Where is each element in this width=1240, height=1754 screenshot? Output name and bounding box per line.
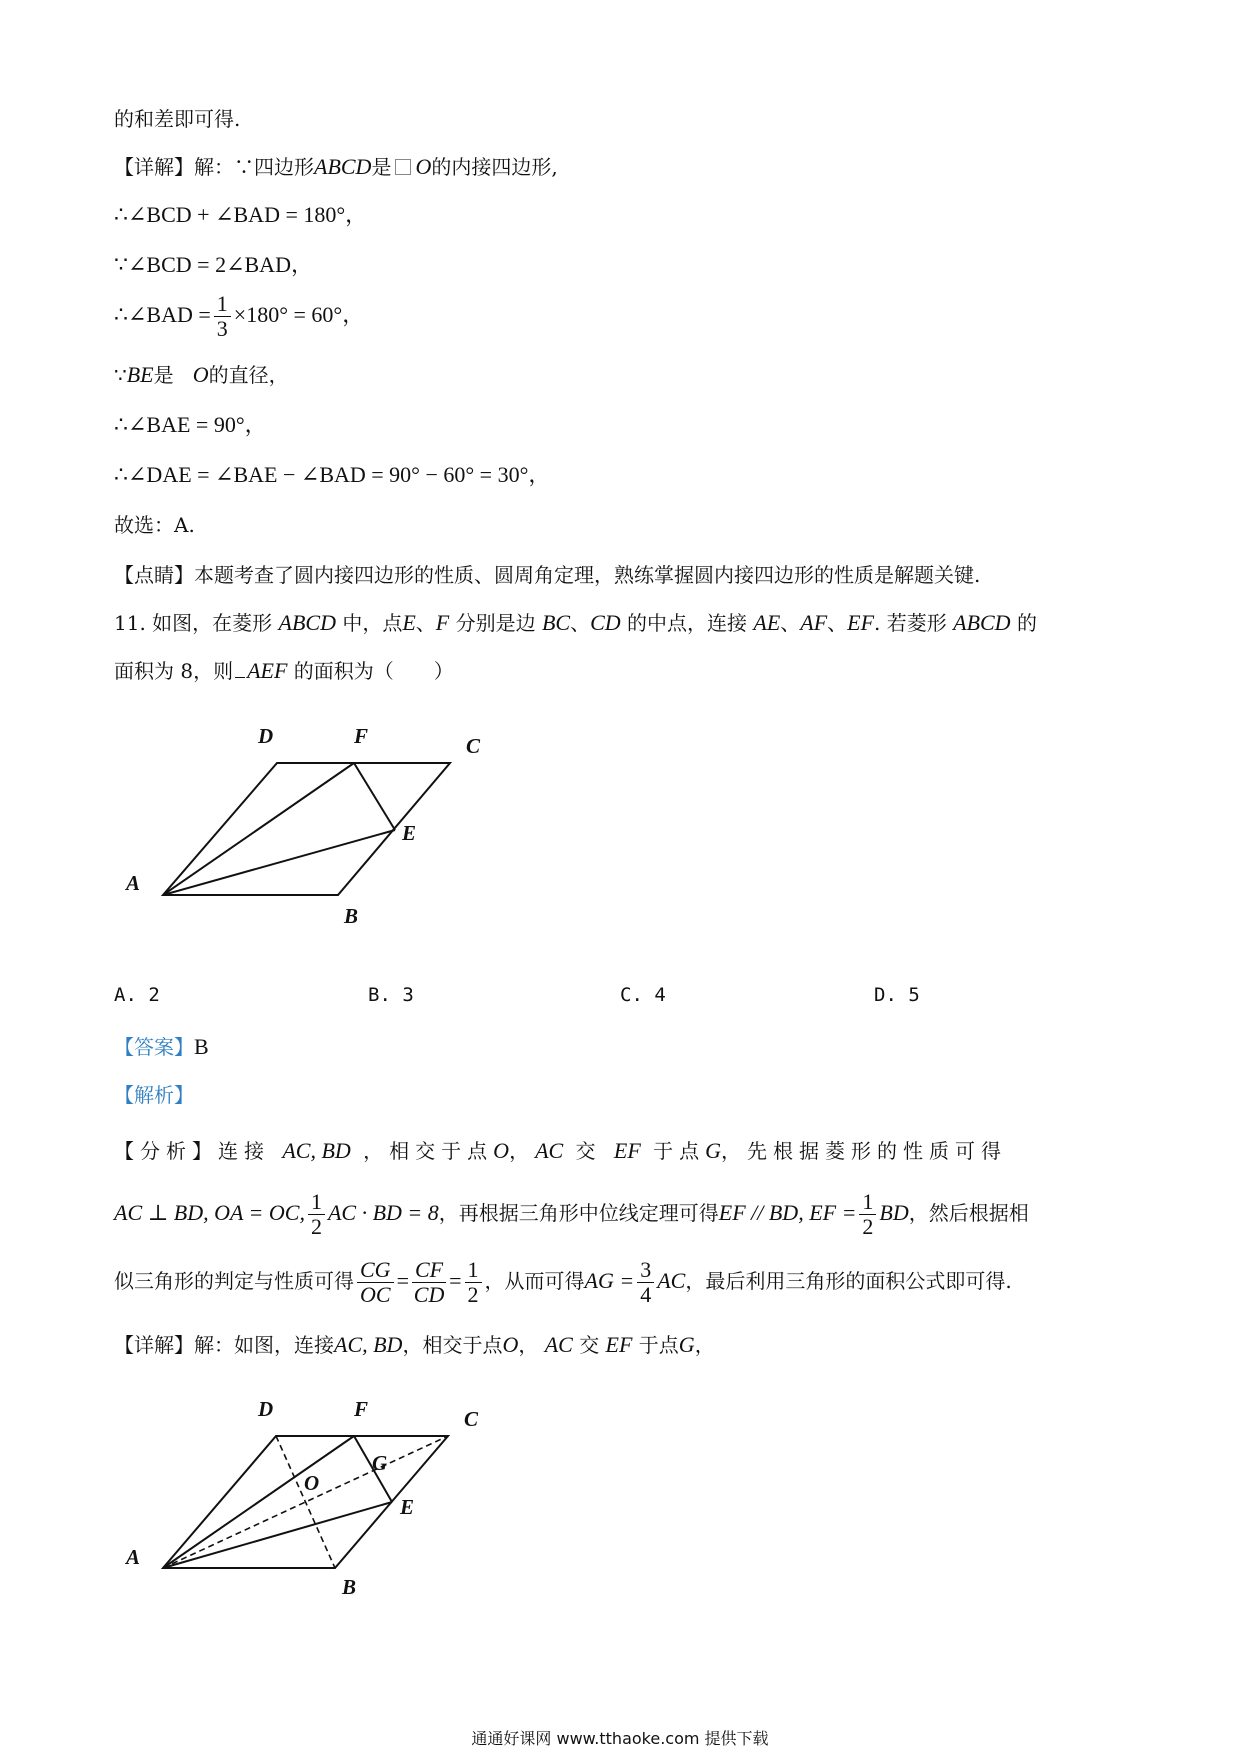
detail-tag: 【详解】	[114, 155, 194, 179]
rhombus-figure-2	[110, 1388, 510, 1598]
equation-line-8: ∴∠DAE = ∠BAE − ∠BAD = 90° − 60° = 30°，	[114, 462, 551, 487]
comment-tag: 【点睛】	[114, 563, 194, 587]
analysis-tag: 【解析】	[114, 1083, 194, 1107]
rhombus-figure-1	[110, 715, 510, 925]
question-11-line-2: 面积为 8，则 AEF 的面积为（ ）	[114, 658, 454, 683]
equation-line-4: ∵∠BCD = 2∠BAD，	[114, 252, 313, 277]
label-B: B	[342, 1575, 357, 1598]
fraction-one-half: $\frac{1}{2}$	[308, 1190, 325, 1239]
segment-AE	[163, 1502, 392, 1568]
text-line-1: 的和差即可得.	[114, 107, 241, 131]
segment-EF	[354, 763, 395, 830]
page-footer: 通通好课网 www.tthaoke.com 提供下载	[471, 1729, 769, 1748]
detail-line-2: 【详解】解：如图，连接AC, BD，相交于点O， AC 交 EF 于点G，	[114, 1332, 715, 1357]
label-D: D	[258, 1397, 274, 1421]
label-E: E	[400, 1495, 415, 1519]
label-O: O	[304, 1471, 320, 1495]
choice-c: C. 4	[620, 984, 666, 1006]
analysis-sub-tag: 【分析】	[114, 1139, 218, 1163]
label-F: F	[354, 1397, 369, 1421]
equation-line-3: ∴∠BCD + ∠BAD = 180°，	[114, 202, 368, 227]
label-G: G	[372, 1451, 388, 1475]
choice-d: D. 5	[874, 984, 920, 1006]
analysis-line-1: 【分析】连接 AC, BD ，相交于点O，AC 交 EF 于点G，先根据菱形的性质可得	[114, 1138, 1008, 1163]
choice-a: A. 2	[114, 984, 160, 1006]
segment-AE	[163, 830, 395, 895]
label-D: D	[258, 724, 274, 748]
equation-line-5: ∴∠BAD = $\frac{1}{3}$ ×180° = 60°，	[114, 291, 365, 341]
detail-line: 【详解】解：∵四边形ABCD是 O的内接四边形,	[114, 154, 558, 179]
comment-line: 【点睛】本题考查了圆内接四边形的性质、圆周角定理，熟练掌握圆内接四边形的性质是解题关键.	[114, 563, 981, 587]
analysis-line-3: 似三角形的判定与性质可得 $\frac{CG}{OC}$ = $\frac{CF}{CD}$ = $\frac{1}{2}$ ，从而可得AG = $\frac{3}{4}$ AC，最后利用三角形的面积公式即可得.	[114, 1257, 1012, 1307]
fraction-cf-cd: $\frac{CF}{CD}$	[413, 1257, 445, 1307]
fraction-one-third: $\frac{1}{3}$	[214, 292, 231, 341]
fraction-three-quarters: $\frac{3}{4}$	[637, 1258, 654, 1307]
label-F: F	[354, 724, 369, 748]
fraction-cg-oc: $\frac{CG}{OC}$	[357, 1258, 394, 1307]
label-B: B	[344, 904, 359, 925]
label-C: C	[464, 1407, 479, 1431]
equation-line-7: ∴∠BAE = 90°，	[114, 412, 267, 437]
fraction-one-half-2: $\frac{1}{2}$	[859, 1190, 876, 1239]
choose-line: 故选：A.	[114, 513, 195, 537]
answer-line	[114, 1032, 209, 1062]
detail-tag-2: 【详解】	[114, 1333, 194, 1357]
choice-b: B. 3	[368, 984, 414, 1006]
question-11-line-1: 11. 如图，在菱形 ABCD 中，点E、F 分别是边 BC、CD 的中点，连接 AE、AF、EF. 若菱形 ABCD 的	[114, 610, 1037, 635]
label-E: E	[402, 821, 417, 845]
label-C: C	[466, 734, 481, 758]
label-A: A	[126, 871, 141, 895]
text-line-6: ∵BE是 O的直径，	[114, 362, 289, 387]
segment-AF	[163, 763, 354, 895]
answer-value: B	[194, 1034, 209, 1059]
circle-symbol	[395, 159, 411, 175]
analysis-line	[114, 1080, 194, 1110]
fraction-one-half-3: $\frac{1}{2}$	[465, 1258, 482, 1307]
label-A: A	[126, 1545, 141, 1569]
analysis-line-2: AC ⊥ BD, OA = OC, $\frac{1}{2}$ AC · BD = 8，再根据三角形中位线定理可得EF // BD, EF = $\frac{1}{2}$ BD，然后根据相	[114, 1189, 1029, 1239]
answer-tag: 【答案】	[114, 1035, 194, 1059]
